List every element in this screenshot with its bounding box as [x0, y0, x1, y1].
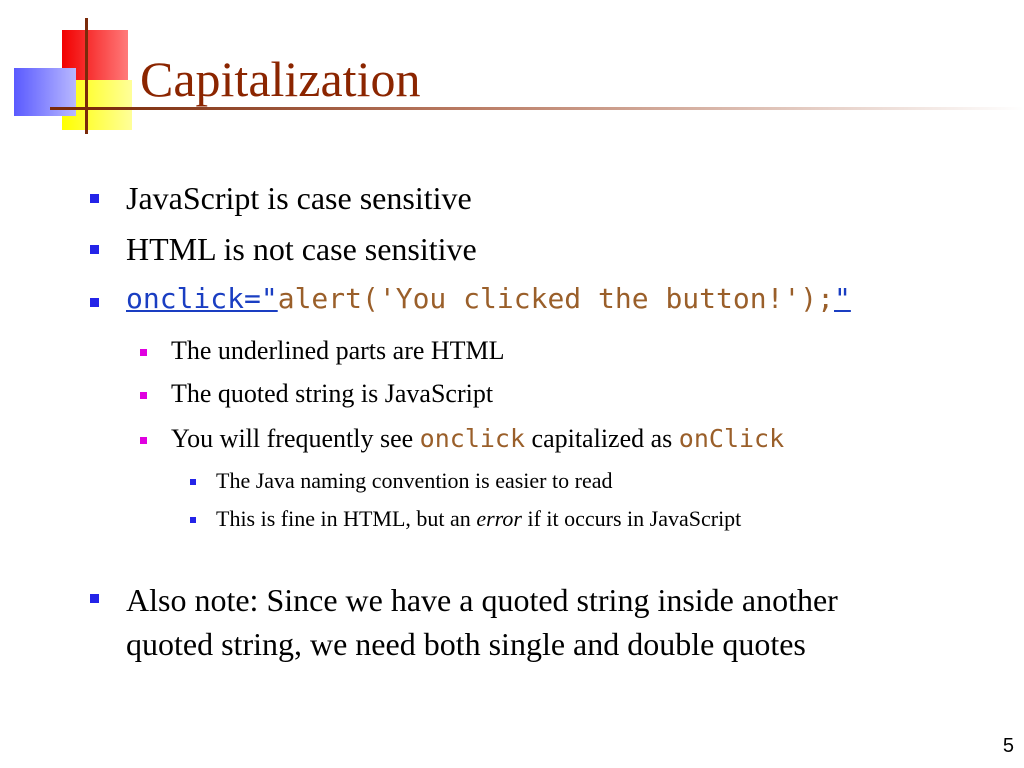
square-bullet-icon — [190, 517, 196, 523]
page-number: 5 — [1002, 735, 1014, 757]
bullet-text: HTML is not case sensitive — [126, 231, 477, 267]
bullet-text: Also note: Since we have a quoted string inside another quoted string, we need both single and double quotes — [126, 582, 838, 662]
square-bullet-icon — [90, 194, 99, 203]
sub-sub-bullet-text — [216, 506, 741, 532]
square-bullet-icon — [140, 392, 147, 399]
javascript-string: alert('You clicked the button!'); — [277, 282, 835, 315]
text-prefix: This is fine in HTML, but an — [216, 506, 477, 531]
sub-bullet-text: The quoted string is JavaScript — [171, 379, 494, 408]
square-bullet-icon — [140, 437, 147, 444]
code-onclick: onclick — [419, 424, 526, 453]
bullet-text: JavaScript is case sensitive — [126, 180, 472, 216]
code-onClick: onClick — [678, 424, 785, 453]
text-mid: capitalized as — [525, 424, 679, 453]
sub-bullet-text — [171, 424, 784, 454]
text-prefix: You will frequently see — [171, 424, 420, 453]
sub-sub-bullet-text: The Java naming convention is easier to read — [216, 468, 613, 493]
title-underline-rule — [88, 107, 1024, 110]
square-bullet-icon — [90, 245, 99, 254]
html-attribute-close: " — [834, 282, 851, 315]
square-bullet-icon — [190, 479, 196, 485]
square-bullet-icon — [90, 298, 99, 307]
slide-logo-decoration — [0, 0, 140, 140]
emphasis-error: error — [476, 506, 522, 531]
text-suffix: if it occurs in JavaScript — [521, 506, 742, 531]
sub-bullet-text: The underlined parts are HTML — [171, 336, 505, 365]
code-example — [126, 282, 851, 315]
slide-title: Capitalization — [140, 51, 421, 107]
html-attribute-open: onclick=" — [126, 282, 278, 315]
square-bullet-icon — [90, 594, 99, 603]
vertical-rule — [85, 18, 88, 134]
square-bullet-icon — [140, 349, 147, 356]
